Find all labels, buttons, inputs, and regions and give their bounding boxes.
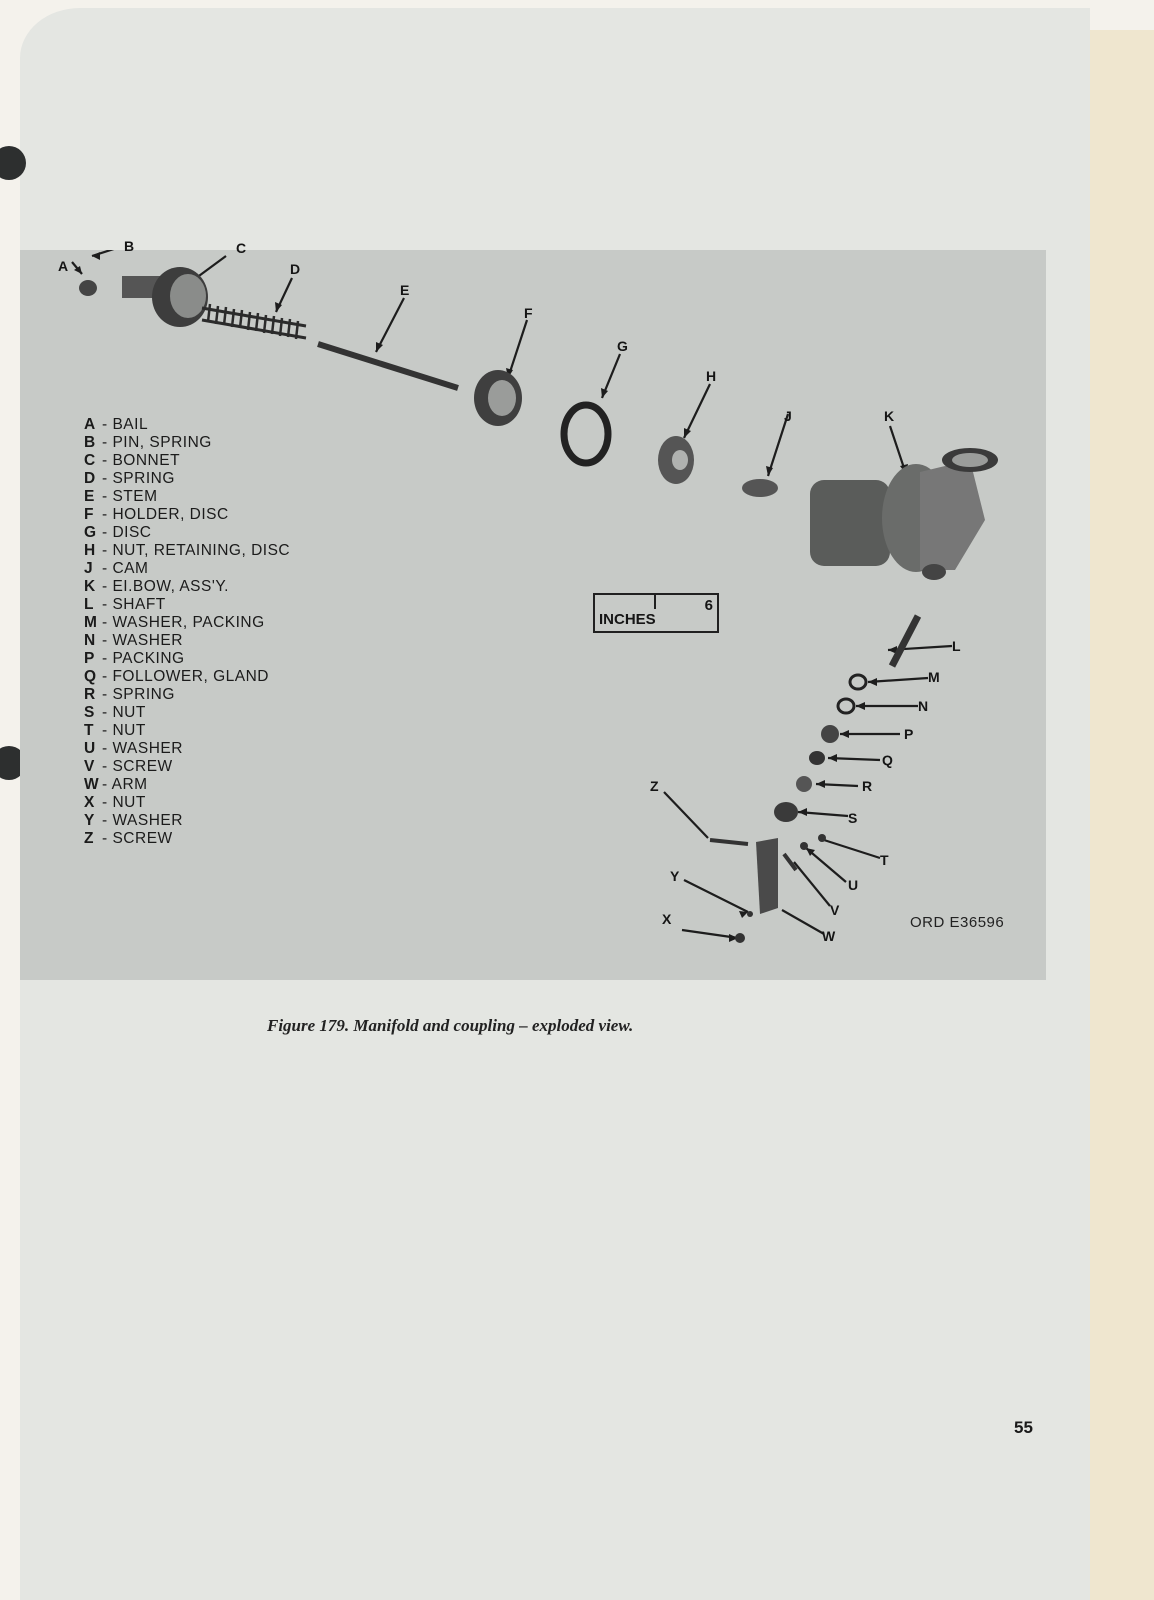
legend-letter: D [84,470,96,487]
callout-b: B [124,238,135,254]
legend-row: L - SHAFT [84,596,166,613]
legend-name: STEM [112,488,158,505]
legend-name: HOLDER, DISC [112,506,229,523]
legend-letter: M [84,614,98,631]
legend-name: DISC [112,524,152,541]
legend-letter: U [84,740,96,757]
legend-row: T - NUT [84,722,146,739]
legend-name: SCREW [112,758,173,775]
legend-row: N - WASHER [84,632,183,649]
legend-letter: N [84,632,96,649]
legend-letter: J [84,560,94,577]
legend-name: BAIL [112,416,149,433]
legend-row: D - SPRING [84,470,175,487]
legend-row: M - WASHER, PACKING [84,614,265,631]
scale-label: INCHES [599,611,656,628]
callout-v: V [830,902,840,918]
callout-m: M [928,669,940,685]
legend-letter: K [84,578,96,595]
legend-name: NUT, RETAINING, DISC [112,542,291,559]
legend-name: SPRING [112,686,175,703]
legend-letter: Q [84,668,97,685]
legend-letter: V [84,758,95,775]
callout-e: E [400,282,410,298]
legend-row: S - NUT [84,704,146,721]
figure-caption: Figure 179. Manifold and coupling – exploded view. [267,1016,634,1035]
callout-k: K [884,408,895,424]
callout-g: G [617,338,628,354]
legend-name: FOLLOWER, GLAND [112,668,269,685]
legend-row: Y - WASHER [84,812,183,829]
legend-name: WASHER [112,632,183,649]
legend-row: F - HOLDER, DISC [84,506,229,523]
legend-row: K - EI.BOW, ASS'Y. [84,578,229,595]
legend-name: WASHER [112,812,183,829]
reference-number: ORD E36596 [910,914,1005,931]
legend-row: E - STEM [84,488,158,505]
legend-letter: Z [84,830,94,847]
legend-name: NUT [112,722,146,739]
callout-y: Y [670,868,680,884]
scale-tick [654,595,656,609]
legend-name: WASHER [112,740,183,757]
legend-name: SPRING [112,470,175,487]
legend-name: ARM [111,776,148,793]
scale-bar [593,593,719,633]
callout-r: R [862,778,873,794]
callout-n: N [918,698,929,714]
legend-name: PACKING [112,650,185,667]
legend-name: CAM [112,560,149,577]
legend-row: A - BAIL [84,416,149,433]
legend-row: H - NUT, RETAINING, DISC [84,542,291,559]
callout-d: D [290,261,301,277]
legend-name: BONNET [112,452,181,469]
legend-letter: G [84,524,97,541]
legend-name: PIN, SPRING [112,434,212,451]
callout-z: Z [650,778,659,794]
page-stack-edge [1088,30,1154,1600]
legend-letter: F [84,506,94,523]
legend-row: U - WASHER [84,740,183,757]
callout-t: T [880,852,889,868]
legend-row: X - NUT [84,794,146,811]
legend-letter: E [84,488,95,505]
legend-row: C - BONNET [84,452,181,469]
legend-letter: B [84,434,96,451]
legend-row: J - CAM [84,560,149,577]
legend-letter: L [84,596,94,613]
legend-letter: S [84,704,95,721]
legend-row: Z - SCREW [84,830,173,847]
callout-j: J [784,408,792,424]
legend-letter: Y [84,812,95,829]
legend-name: WASHER, PACKING [112,614,265,631]
legend-letter: R [84,686,96,703]
legend-letter: C [84,452,96,469]
legend-row: V - SCREW [84,758,173,775]
legend-name: NUT [112,704,146,721]
legend-row: R - SPRING [84,686,175,703]
legend-letter: T [84,722,94,739]
legend-row: W - ARM [84,776,148,793]
legend-letter: X [84,794,95,811]
callout-l: L [952,638,961,654]
callout-s: S [848,810,858,826]
callout-f: F [524,305,533,321]
legend-letter: A [84,416,96,433]
legend-row: B - PIN, SPRING [84,434,212,451]
legend-name: SCREW [112,830,173,847]
legend-name: EI.BOW, ASS'Y. [112,578,229,595]
parts-legend [84,416,290,848]
legend-letter: P [84,650,95,667]
legend-name: SHAFT [112,596,166,613]
legend-letter: H [84,542,96,559]
legend-row: Q - FOLLOWER, GLAND [84,668,269,685]
callout-a: A [58,258,69,274]
legend-row: G - DISC [84,524,152,541]
legend-row: P - PACKING [84,650,185,667]
legend-letter: W [84,776,100,793]
callout-x: X [662,911,672,927]
callout-w: W [822,928,836,944]
callout-p: P [904,726,914,742]
callout-h: H [706,368,717,384]
page-number: 55 [1014,1418,1033,1437]
callout-u: U [848,877,859,893]
scale-value: 6 [704,597,713,614]
callout-q: Q [882,752,893,768]
legend-name: NUT [112,794,146,811]
callout-c: C [236,240,247,256]
